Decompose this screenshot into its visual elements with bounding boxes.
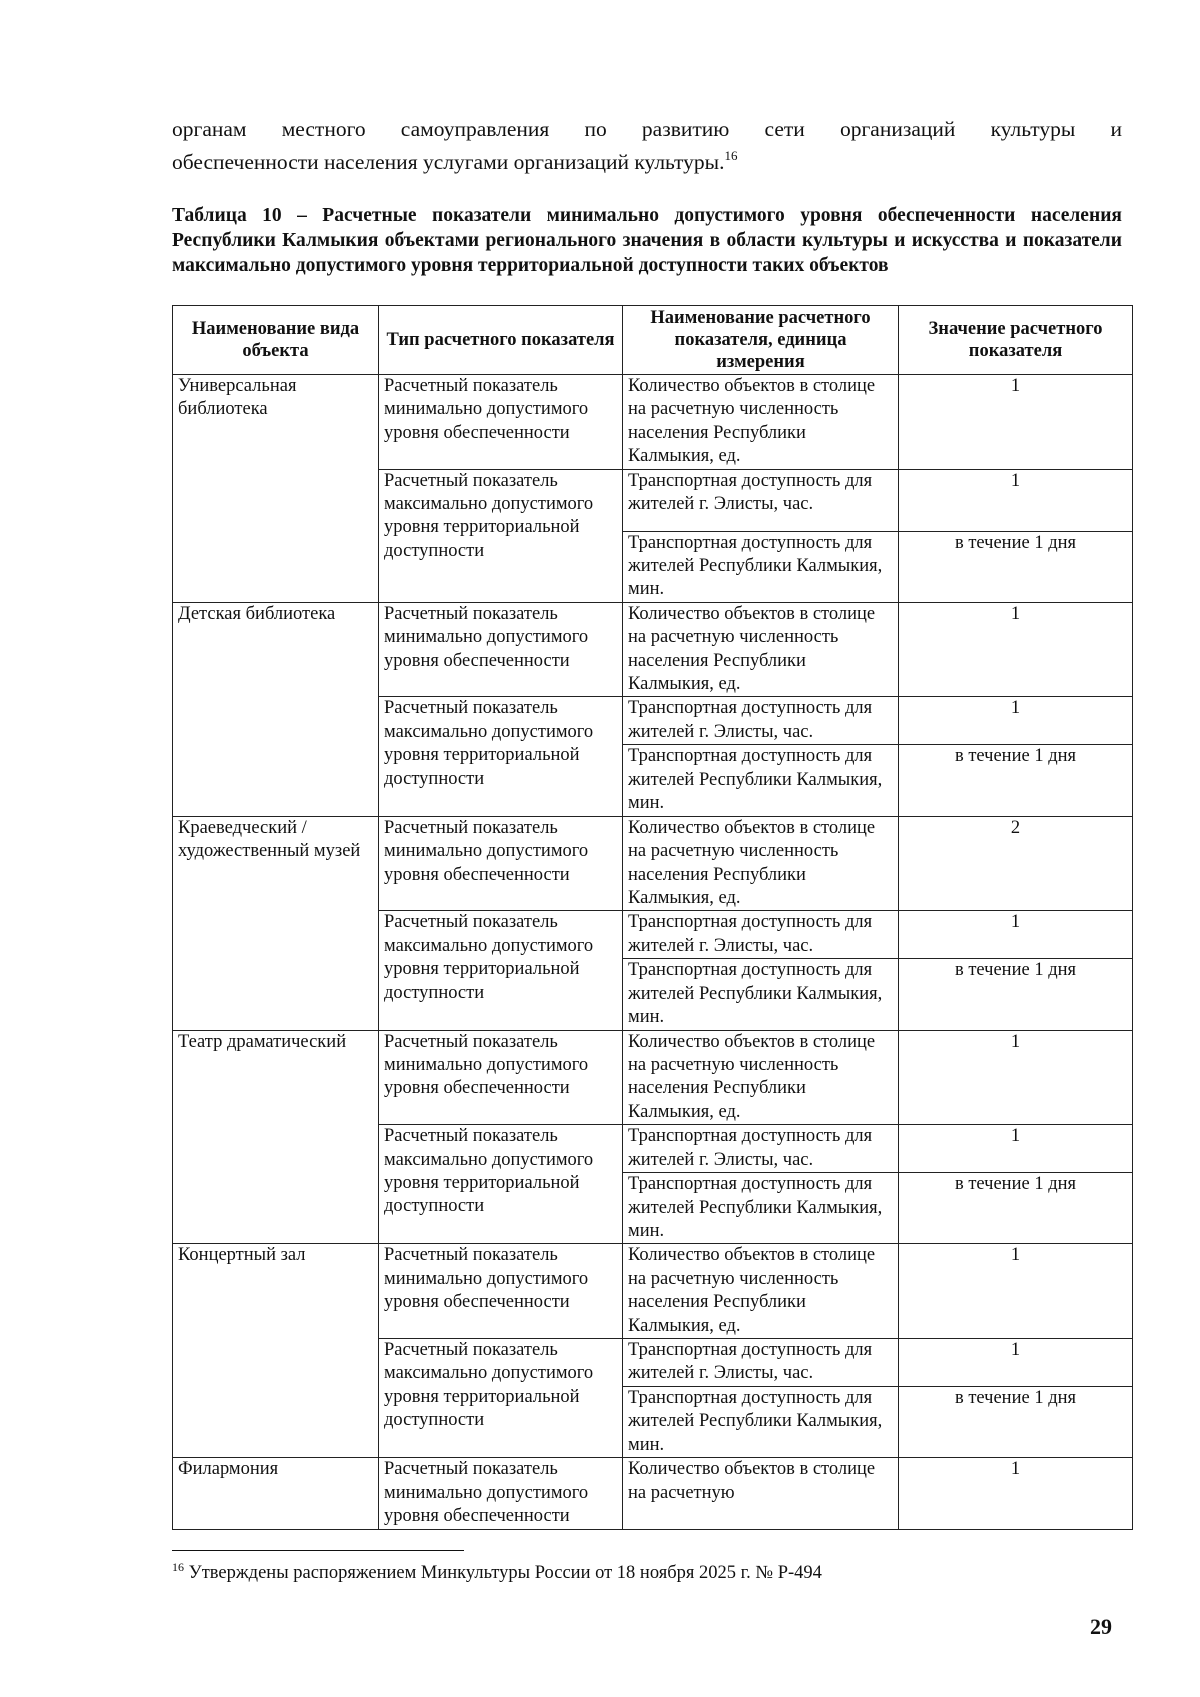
indicator-type: Расчетный показатель минимально допустимого уровня обеспеченности bbox=[379, 1458, 623, 1530]
indicator-type: Расчетный показатель минимально допустимого уровня обеспеченности bbox=[379, 375, 623, 470]
object-name: Концертный зал bbox=[173, 1244, 379, 1458]
footnote-number: 16 bbox=[172, 1560, 184, 1574]
page-number: 29 bbox=[1090, 1614, 1112, 1639]
table-header-row bbox=[173, 306, 1133, 375]
header-indicator-name: Наименование расчетного показателя, единица измерения bbox=[623, 306, 899, 375]
indicator-name: Количество объектов в столице на расчетную bbox=[623, 1458, 899, 1530]
indicator-value: в течение 1 дня bbox=[899, 1387, 1133, 1458]
indicator-value: 1 bbox=[899, 602, 1133, 697]
indicator-name: Транспортная доступность для жителей г. Элисты, час. bbox=[623, 697, 899, 745]
table-caption: Таблица 10 – Расчетные показатели минимально допустимого уровня обеспеченности населения Республики Калмыкия объектами регионального значения в области культуры и искусства и показатели максимально допустимого уровня территориальной доступности таких объектов bbox=[172, 205, 1122, 276]
indicator-name: Транспортная доступность для жителей Республики Калмыкия, мин. bbox=[623, 1173, 899, 1244]
table-row bbox=[173, 1458, 1133, 1530]
table-row bbox=[173, 816, 1133, 911]
footnote-text: Утверждены распоряжением Минкультуры России от 18 ноября 2025 г. № Р-494 bbox=[188, 1563, 822, 1583]
object-name: Филармония bbox=[173, 1458, 379, 1530]
footnote bbox=[172, 1561, 1122, 1585]
indicator-name: Количество объектов в столице на расчетную численность населения Республики Калмыкия, ед. bbox=[623, 1244, 899, 1339]
table-row bbox=[173, 1244, 1133, 1339]
indicator-name: Количество объектов в столице на расчетную численность населения Республики Калмыкия, ед. bbox=[623, 816, 899, 911]
indicator-value: в течение 1 дня bbox=[899, 745, 1133, 816]
indicator-name: Транспортная доступность для жителей г. Элисты, час. bbox=[623, 911, 899, 959]
indicator-value: в течение 1 дня bbox=[899, 1173, 1133, 1244]
indicator-value: 1 bbox=[899, 375, 1133, 470]
indicator-name: Количество объектов в столице на расчетную численность населения Республики Калмыкия, ед. bbox=[623, 602, 899, 697]
indicator-type: Расчетный показатель минимально допустимого уровня обеспеченности bbox=[379, 1244, 623, 1339]
header-indicator-type: Тип расчетного показателя bbox=[379, 306, 623, 375]
footnote-divider bbox=[172, 1550, 464, 1551]
indicator-value: 1 bbox=[899, 1125, 1133, 1173]
header-object-type: Наименование вида объекта bbox=[173, 306, 379, 375]
footnote-ref[interactable]: 16 bbox=[724, 148, 738, 163]
indicator-name: Транспортная доступность для жителей г. Элисты, час. bbox=[623, 1125, 899, 1173]
indicator-value: 1 bbox=[899, 1030, 1133, 1125]
indicator-value: 1 bbox=[899, 1339, 1133, 1387]
indicator-type: Расчетный показатель минимально допустимого уровня обеспеченности bbox=[379, 816, 623, 911]
object-name: Театр драматический bbox=[173, 1030, 379, 1244]
indicator-value: 1 bbox=[899, 1244, 1133, 1339]
indicator-name: Транспортная доступность для жителей Республики Калмыкия, мин. bbox=[623, 959, 899, 1030]
indicator-value: в течение 1 дня bbox=[899, 959, 1133, 1030]
indicator-name: Транспортная доступность для жителей Республики Калмыкия, мин. bbox=[623, 531, 899, 602]
indicator-type: Расчетный показатель минимально допустимого уровня обеспеченности bbox=[379, 602, 623, 697]
table-row bbox=[173, 602, 1133, 697]
header-indicator-value: Значение расчетного показателя bbox=[899, 306, 1133, 375]
indicator-value: 1 bbox=[899, 469, 1133, 531]
indicator-type: Расчетный показатель максимально допустимого уровня территориальной доступности bbox=[379, 1339, 623, 1458]
indicator-name: Транспортная доступность для жителей г. Элисты, час. bbox=[623, 1339, 899, 1387]
indicator-name: Количество объектов в столице на расчетную численность населения Республики Калмыкия, ед. bbox=[623, 375, 899, 470]
indicator-value: 1 bbox=[899, 911, 1133, 959]
object-name: Краеведческий / художественный музей bbox=[173, 816, 379, 1030]
indicator-type: Расчетный показатель максимально допустимого уровня территориальной доступности bbox=[379, 697, 623, 816]
indicator-name: Транспортная доступность для жителей Республики Калмыкия, мин. bbox=[623, 1387, 899, 1458]
indicator-value: 2 bbox=[899, 816, 1133, 911]
indicator-type: Расчетный показатель минимально допустимого уровня обеспеченности bbox=[379, 1030, 623, 1125]
intro-paragraph bbox=[172, 113, 1122, 179]
indicator-name: Транспортная доступность для жителей Республики Калмыкия, мин. bbox=[623, 745, 899, 816]
object-name: Детская библиотека bbox=[173, 602, 379, 816]
indicator-value: 1 bbox=[899, 1458, 1133, 1530]
indicator-name: Количество объектов в столице на расчетную численность населения Республики Калмыкия, ед. bbox=[623, 1030, 899, 1125]
indicators-table bbox=[172, 305, 1133, 1530]
indicator-value: 1 bbox=[899, 697, 1133, 745]
intro-line-1: органам местного самоуправления по развитию сети организаций культуры и bbox=[172, 117, 1122, 141]
indicator-type: Расчетный показатель максимально допустимого уровня территориальной доступности bbox=[379, 1125, 623, 1244]
indicator-value: в течение 1 дня bbox=[899, 531, 1133, 602]
indicator-name: Транспортная доступность для жителей г. Элисты, час. bbox=[623, 469, 899, 531]
indicator-type: Расчетный показатель максимально допустимого уровня территориальной доступности bbox=[379, 911, 623, 1030]
table-row bbox=[173, 375, 1133, 470]
object-name: Универсальная библиотека bbox=[173, 375, 379, 603]
table-row bbox=[173, 1030, 1133, 1125]
intro-line-2: обеспеченности населения услугами организаций культуры. bbox=[172, 150, 725, 174]
indicator-type: Расчетный показатель максимально допустимого уровня территориальной доступности bbox=[379, 469, 623, 602]
